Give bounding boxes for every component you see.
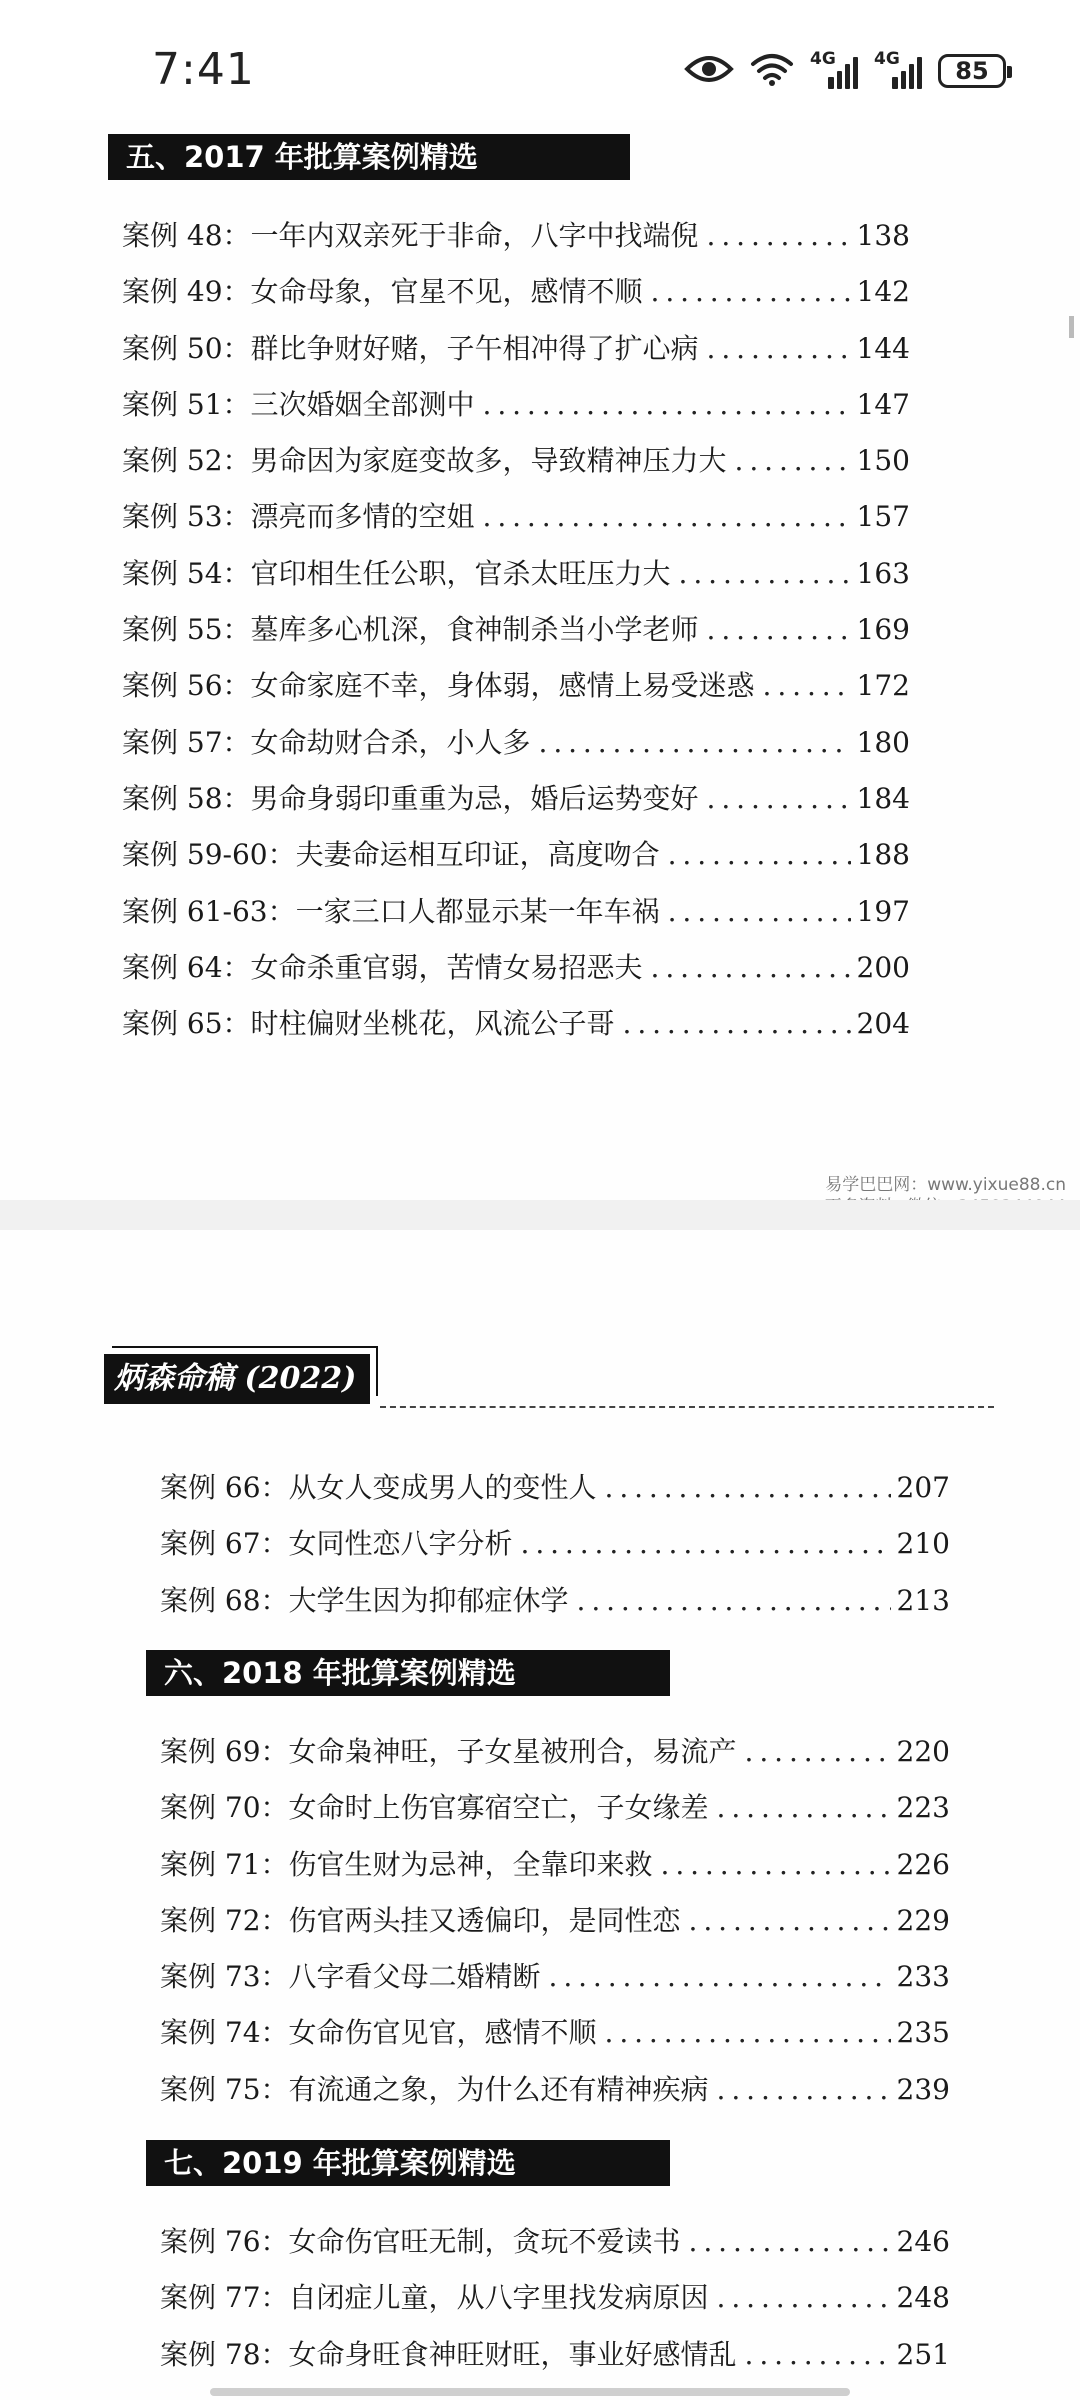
toc-entry-title: 案例 67：女同性恋八字分析 [160, 1527, 513, 1561]
toc-entry [160, 1837, 950, 1893]
toc-leader-dots [521, 1516, 891, 1572]
toc-entry-title: 案例 57：女命劫财合杀，小人多 [122, 725, 531, 759]
toc-entry-title: 案例 48：一年内双亲死于非命，八字中找端倪 [122, 219, 699, 252]
toc-entry-title: 案例 70：女命时上伤官寡宿空亡，子女缘差 [160, 1791, 709, 1825]
page-edge-mark [1069, 316, 1074, 338]
toc-entry-page: 207 [896, 1471, 950, 1504]
toc-entry [160, 2062, 950, 2118]
toc-leader-dots [707, 208, 851, 264]
toc-leader-dots [651, 940, 851, 996]
toc-entry [160, 2005, 950, 2061]
toc-leader-dots [483, 489, 851, 545]
toc-entry [122, 940, 910, 996]
status-bar [0, 0, 1080, 140]
toc-entry-page: 200 [856, 950, 910, 984]
toc-entry-page: 157 [856, 500, 910, 534]
toc-entry-title: 案例 56：女命家庭不幸，身体弱，感情上易受迷惑 [122, 669, 755, 703]
toc-leader-dots [679, 546, 851, 602]
network-type-label: 4G [874, 49, 900, 69]
toc-entry-page: 220 [896, 1735, 950, 1768]
toc-entry-page: 138 [856, 219, 910, 252]
toc-entry [160, 1780, 950, 1836]
toc-entry [122, 602, 910, 658]
title-rule [380, 1406, 994, 1408]
toc-entry-title: 案例 77：自闭症儿童，从八字里找发病原因 [160, 2281, 709, 2315]
toc-leader-dots [483, 377, 851, 433]
toc-entry-page: 188 [856, 838, 910, 872]
toc-leader-dots [651, 264, 851, 320]
toc-entry-page: 248 [896, 2281, 950, 2315]
toc-entry-page: 229 [896, 1903, 950, 1937]
toc-leader-dots [539, 715, 851, 771]
toc-entry-title: 案例 59-60：夫妻命运相互印证，高度吻合 [122, 838, 660, 872]
toc-entry [160, 1724, 950, 1780]
toc-entry-title: 案例 65：时柱偏财坐桃花，风流公子哥 [122, 1007, 615, 1041]
document-page-2 [0, 1230, 1080, 2400]
toc-entry [160, 1460, 950, 1516]
toc-entry-page: 204 [856, 1007, 910, 1041]
toc-leader-dots [689, 1893, 891, 1949]
toc-entry-title: 案例 55：墓库多心机深，食神制杀当小学老师 [122, 613, 699, 647]
toc-leader-dots [549, 1949, 891, 2005]
toc-entry-page: 197 [856, 894, 910, 928]
toc-leader-dots [717, 2270, 891, 2326]
section-title: 六、2018 年批算案例精选 [146, 1650, 670, 1696]
toc-entry [160, 1573, 950, 1629]
toc-entry [122, 433, 910, 489]
toc-leader-dots [623, 996, 851, 1052]
document-page-1 [0, 120, 1080, 1200]
network-type-label: 4G [810, 49, 836, 69]
toc-entry-title: 案例 75：有流通之象，为什么还有精神疾病 [160, 2072, 709, 2106]
toc-list [160, 1460, 950, 1629]
toc-entry-title: 案例 73：八字看父母二婚精断 [160, 1960, 541, 1994]
horizontal-scrollbar[interactable] [210, 2388, 850, 2396]
toc-entry-page: 213 [896, 1583, 950, 1617]
signal-icon [874, 49, 922, 89]
toc-leader-dots [745, 1724, 891, 1780]
toc-leader-dots [717, 1780, 891, 1836]
toc-entry-page: 246 [896, 2225, 950, 2258]
toc-entry [160, 1516, 950, 1572]
toc-entry [160, 1949, 950, 2005]
section-title: 七、2019 年批算案例精选 [146, 2140, 670, 2186]
toc-leader-dots [661, 1837, 891, 1893]
toc-leader-dots [605, 2005, 891, 2061]
toc-entry-page: 223 [896, 1791, 950, 1825]
toc-entry-page: 235 [896, 2016, 950, 2050]
toc-entry-title: 案例 49：女命母象，官星不见，感情不顺 [122, 275, 643, 309]
toc-entry-title: 案例 64：女命杀重官弱，苦情女易招恶夫 [122, 950, 643, 984]
toc-entry-page: 169 [856, 613, 910, 647]
toc-entry-title: 案例 76：女命伤官旺无制，贪玩不爱读书 [160, 2225, 681, 2258]
toc-entry-title: 案例 72：伤官两头挂又透偏印，是同性恋 [160, 1903, 681, 1937]
toc-leader-dots [668, 827, 851, 883]
toc-entry [122, 208, 910, 264]
toc-entry [122, 264, 910, 320]
toc-entry [122, 996, 910, 1052]
toc-entry [160, 2327, 950, 2383]
toc-list [160, 1724, 950, 2118]
toc-entry-page: 172 [856, 669, 910, 703]
toc-entry-title: 案例 69：女命枭神旺，子女星被刑合，易流产 [160, 1735, 737, 1768]
toc-entry-page: 142 [856, 275, 910, 309]
toc-entry-page: 210 [896, 1527, 950, 1561]
book-title: 炳森命稿 (2022) [104, 1354, 370, 1404]
toc-leader-dots [707, 321, 851, 377]
toc-leader-dots [668, 884, 851, 940]
toc-entry-page: 147 [856, 387, 910, 421]
toc-entry-page: 144 [856, 331, 910, 365]
toc-entry-page: 184 [856, 781, 910, 815]
toc-entry-title: 案例 61-63：一家三口人都显示某一年车祸 [122, 894, 660, 928]
signal-icon [810, 49, 858, 89]
toc-entry [122, 321, 910, 377]
toc-entry-title: 案例 53：漂亮而多情的空姐 [122, 500, 475, 534]
toc-entry-page: 239 [896, 2072, 950, 2106]
toc-list [160, 2214, 950, 2383]
toc-entry-title: 案例 68：大学生因为抑郁症休学 [160, 1583, 569, 1617]
wifi-icon [750, 52, 794, 90]
toc-leader-dots [745, 2327, 891, 2383]
status-icons [684, 49, 1006, 90]
toc-entry-page: 180 [856, 725, 910, 759]
toc-leader-dots [689, 2214, 891, 2270]
toc-leader-dots [717, 2062, 891, 2118]
toc-entry-title: 案例 66：从女人变成男人的变性人 [160, 1471, 597, 1504]
toc-entry-title: 案例 52：男命因为家庭变故多，导致精神压力大 [122, 444, 727, 478]
clock: 7:41 [152, 44, 255, 95]
toc-entry-title: 案例 58：男命身弱印重重为忌，婚后运势变好 [122, 781, 699, 815]
section-title: 五、2017 年批算案例精选 [108, 134, 630, 180]
toc-entry-page: 163 [856, 556, 910, 590]
toc-entry [122, 658, 910, 714]
toc-leader-dots [763, 658, 851, 714]
toc-entry [160, 2214, 950, 2270]
toc-entry-title: 案例 54：官印相生任公职，官杀太旺压力大 [122, 556, 671, 590]
toc-leader-dots [707, 602, 851, 658]
toc-entry [122, 771, 910, 827]
toc-entry-title: 案例 71：伤官生财为忌神，全靠印来救 [160, 1847, 653, 1881]
toc-entry-title: 案例 74：女命伤官见官，感情不顺 [160, 2016, 597, 2050]
toc-leader-dots [707, 771, 851, 827]
toc-entry [160, 2270, 950, 2326]
toc-entry [160, 1893, 950, 1949]
toc-entry-title: 案例 50：群比争财好赌，子午相冲得了扩心病 [122, 331, 699, 365]
toc-leader-dots [577, 1573, 891, 1629]
page-gap [0, 1200, 1080, 1230]
toc-entry-title: 案例 51：三次婚姻全部测中 [122, 387, 475, 421]
toc-entry-page: 233 [896, 1960, 950, 1994]
toc-entry-page: 226 [896, 1847, 950, 1881]
eye-icon [684, 53, 734, 89]
toc-entry-page: 150 [856, 444, 910, 478]
toc-entry [122, 827, 910, 883]
toc-entry [122, 715, 910, 771]
toc-leader-dots [605, 1460, 891, 1516]
toc-entry [122, 884, 910, 940]
toc-list [122, 208, 910, 1052]
toc-entry [122, 377, 910, 433]
toc-entry [122, 546, 910, 602]
watermark-line: 易学巴巴网：www.yixue88.cn [825, 1175, 1066, 1195]
battery-icon: 85 [938, 54, 1006, 88]
toc-entry-title: 案例 78：女命身旺食神旺财旺，事业好感情乱 [160, 2337, 737, 2371]
toc-leader-dots [735, 433, 851, 489]
toc-entry-page: 251 [896, 2337, 950, 2371]
toc-entry [122, 489, 910, 545]
